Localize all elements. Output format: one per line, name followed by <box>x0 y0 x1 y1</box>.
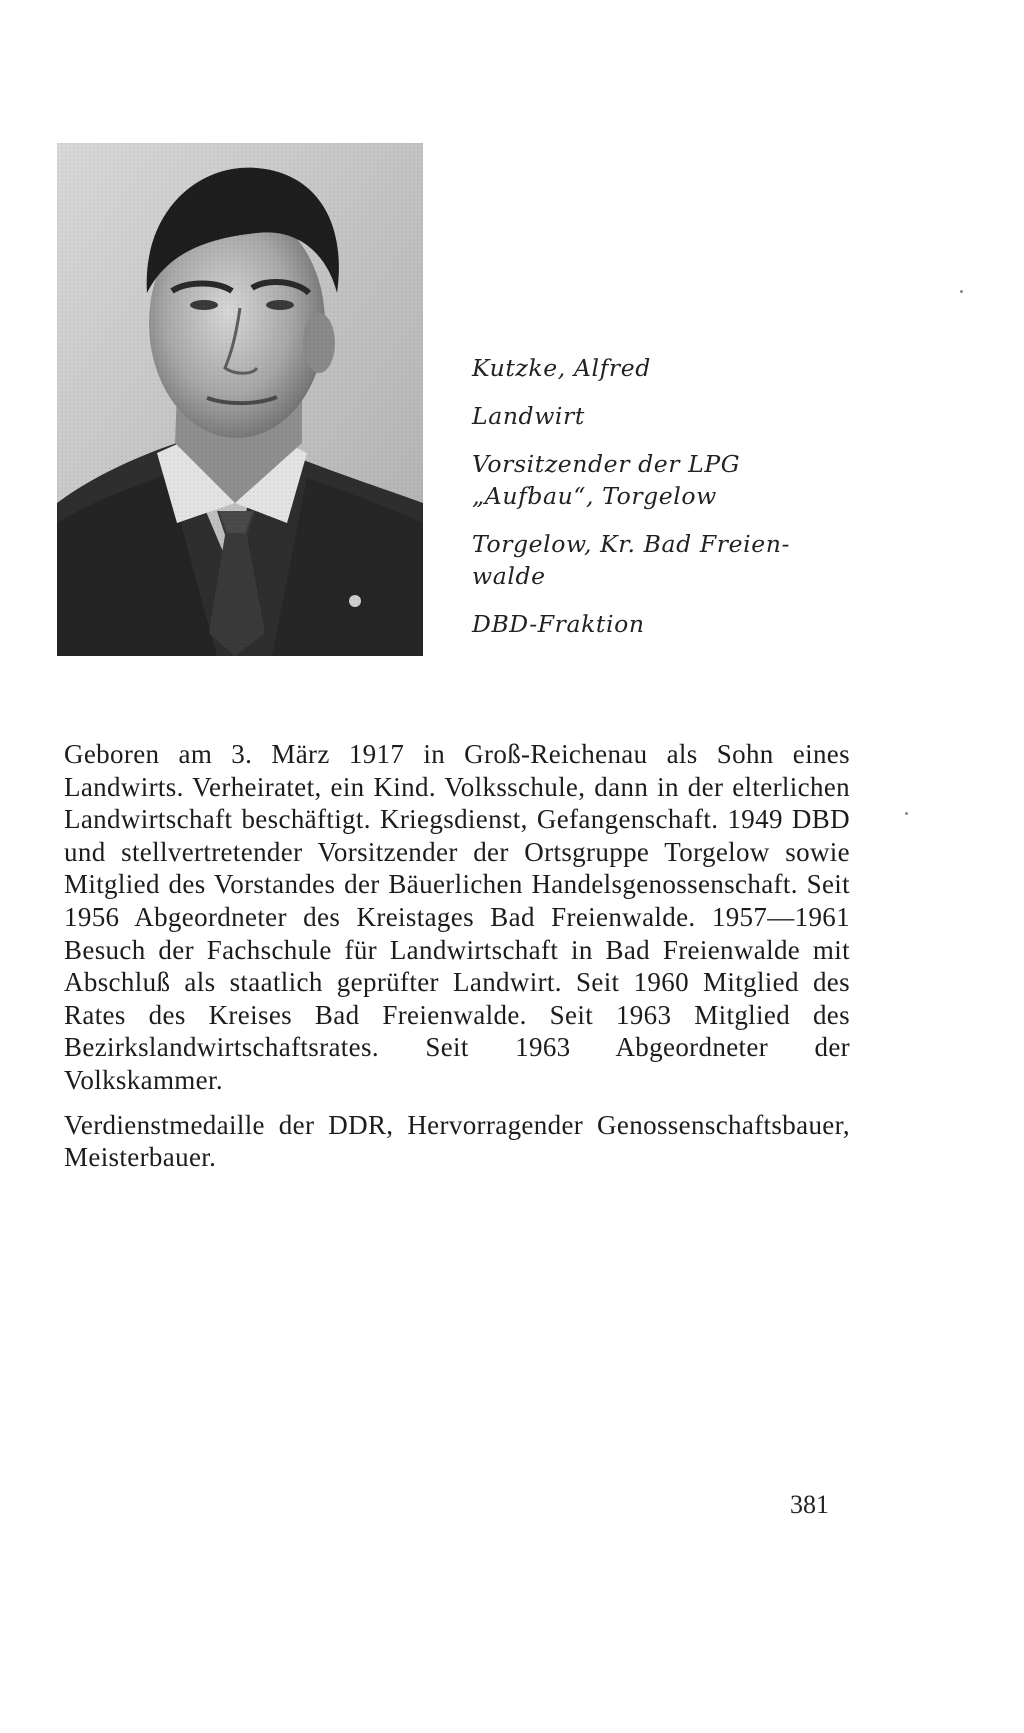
caption-block <box>472 352 852 656</box>
residence: Torgelow, Kr. Bad Freien- walde <box>472 530 790 590</box>
biography <box>64 738 850 1174</box>
portrait-photo <box>57 143 423 656</box>
page-number: 381 <box>790 1490 829 1519</box>
print-speck <box>960 290 963 293</box>
biography-paragraph: Geboren am 3. März 1917 in Groß-Reichenau als Sohn eines Landwirts. Verheiratet, ein Kind. Volksschule, dann in der elterlichen Landwirtschaft beschäftigt. Kriegsdienst, Gefangenschaft. 1949 DBD und stellvertretender Vorsitzender der Ortsgruppe Torgelow sowie Mitglied des Vorstandes der Bäuerlichen Handelsgenossenschaft. Seit 1956 Abgeordneter des Kreistages Bad Freienwalde. 1957—1961 Besuch der Fachschule für Landwirtschaft in Bad Freienwalde mit Abschluß als staatlich geprüfter Landwirt. Seit 1960 Mitglied des Rates des Kreises Bad Freienwalde. Seit 1963 Mitglied des Bezirkslandwirtschaftsrates. Seit 1963 Abgeordneter der Volkskammer. <box>64 739 850 1095</box>
awards-paragraph: Verdienstmedaille der DDR, Hervorragender Genossenschaftsbauer, Meisterbauer. <box>64 1109 850 1173</box>
person-name: Kutzke, Alfred <box>472 354 651 382</box>
print-speck <box>905 812 908 815</box>
profession: Landwirt <box>472 402 585 430</box>
faction: DBD-Fraktion <box>472 610 645 638</box>
portrait-image <box>57 143 423 656</box>
position: Vorsitzender der LPG „Aufbau“, Torgelow <box>472 450 741 510</box>
